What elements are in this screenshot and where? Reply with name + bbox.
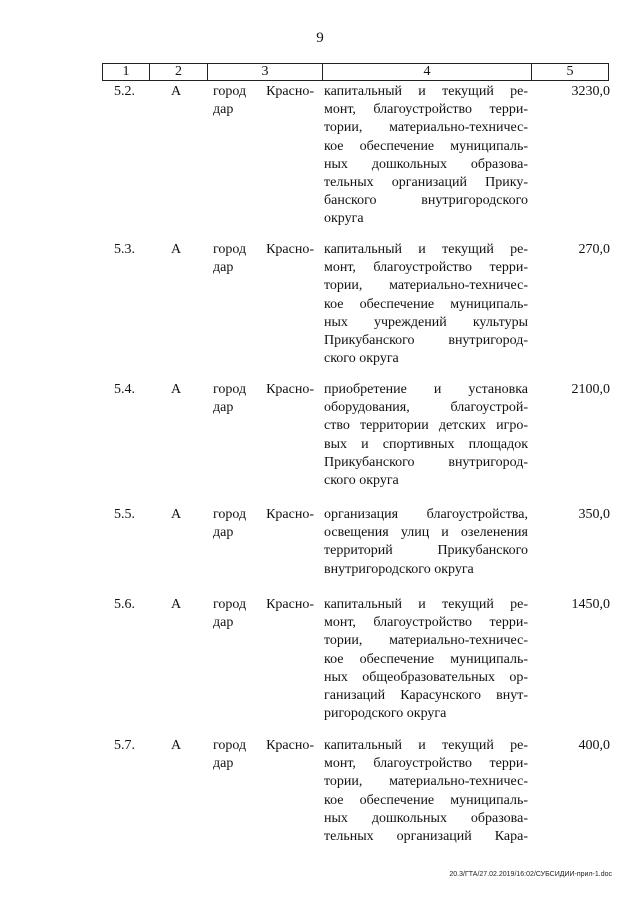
row-description: приобретение и установка оборудования, благоустрой- ство территории детских игро- вых и спортивных площадок Прикубанского внутригород- ского округа: [324, 382, 528, 489]
row-type: А: [171, 382, 182, 397]
row-amount: 350,0: [578, 507, 610, 522]
row-type: А: [171, 597, 182, 612]
row-amount: 2100,0: [571, 382, 610, 397]
row-place: город Красно- дар: [213, 738, 314, 772]
column-header-table: [102, 63, 609, 81]
row-description: организация благоустройства, освещения улиц и озеленения территорий Прикубанского внутригородского округа: [324, 507, 528, 577]
column-header-2: 2: [150, 64, 208, 81]
row-place: город Красно- дар: [213, 507, 314, 541]
column-header-3: 3: [208, 64, 323, 81]
row-description: капитальный и текущий ре- монт, благоустройство терри- тории, материально-техничес- кое обеспечение муниципаль- ных общеобразовательных ор- ганизаций Карасунского внут- ригородского округа: [324, 597, 528, 722]
column-header-5: 5: [532, 64, 609, 81]
row-description: капитальный и текущий ре- монт, благоустройство терри- тории, материально-техничес- кое обеспечение муниципаль- ных учреждений культуры Прикубанского внутригород- ского округа: [324, 242, 528, 367]
row-place: город Красно- дар: [213, 382, 314, 416]
row-amount: 3230,0: [571, 84, 610, 99]
column-header-4: 4: [323, 64, 532, 81]
row-type: А: [171, 84, 182, 99]
row-amount: 400,0: [578, 738, 610, 753]
row-number: 5.5.: [114, 507, 135, 522]
page-number: 9: [316, 30, 324, 46]
row-number: 5.3.: [114, 242, 135, 257]
row-place: город Красно- дар: [213, 242, 314, 276]
row-description: капитальный и текущий ре- монт, благоустройство терри- тории, материально-техничес- кое обеспечение муниципаль- ных дошкольных образова- тельных организаций Кара-: [324, 738, 528, 845]
row-place: город Красно- дар: [213, 597, 314, 631]
row-number: 5.4.: [114, 382, 135, 397]
row-type: А: [171, 242, 182, 257]
document-footer: 20.3/ГТА/27.02.2019/16:02/СУБСИДИИ-прил-1.doc: [449, 871, 612, 878]
row-type: А: [171, 507, 182, 522]
row-number: 5.7.: [114, 738, 135, 753]
row-type: А: [171, 738, 182, 753]
column-header-1: 1: [103, 64, 150, 81]
row-place: город Красно- дар: [213, 84, 314, 118]
row-amount: 1450,0: [571, 597, 610, 612]
row-amount: 270,0: [578, 242, 610, 257]
row-description: капитальный и текущий ре- монт, благоустройство терри- тории, материально-техничес- кое обеспечение муниципаль- ных дошкольных образова- тельных организаций Прику- банского внутригородского округа: [324, 84, 528, 227]
row-number: 5.6.: [114, 597, 135, 612]
row-number: 5.2.: [114, 84, 135, 99]
